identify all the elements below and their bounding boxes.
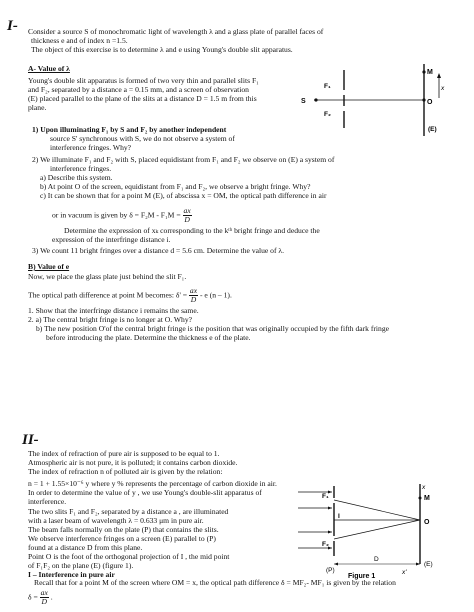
question-1 xyxy=(32,125,302,152)
part-two-line: n = 1 + 1.55×10⁻⁶ y where y % represents the percentage of carbon dioxide in air. xyxy=(28,479,277,489)
arrow-head-icon xyxy=(437,73,441,78)
part-two-label: II- xyxy=(22,432,39,448)
question-1-line: source S' synchronous with S, we do not observe a system of xyxy=(50,134,235,144)
part-two-line: Point O is the foot of the orthogonal projection of I , the mid point xyxy=(28,552,230,562)
question-2c-line: expression of the interfringe distance i. xyxy=(52,235,171,245)
label-d: D xyxy=(374,556,379,563)
label-m: M xyxy=(424,495,430,502)
part-two-line: In order to determine the value of y , we use Young's double-slit apparatus of xyxy=(28,488,262,498)
section-a-text xyxy=(28,76,308,112)
label-x-prime: x' xyxy=(402,569,407,576)
question-1-line: interference fringes. Why? xyxy=(50,143,132,153)
question-2-line: interference fringes. xyxy=(50,164,112,174)
part-one-label: I- xyxy=(7,18,18,34)
question-2c: c) It can be shown that for a point M (E), of abscissa x = OM, the optical path difference in air xyxy=(40,191,327,201)
part-two-line: The index of refraction of pure air is supposed to be equal to 1. xyxy=(28,449,220,458)
formula-suffix: . xyxy=(50,592,53,602)
label-m: M xyxy=(427,69,433,76)
label-x: x xyxy=(441,85,445,92)
part-two-line: The two slits F₁ and F₂, separated by a distance a , are illuminated xyxy=(28,506,229,516)
ray-f1 xyxy=(334,500,420,520)
label-f1: F₁ xyxy=(322,493,329,500)
figure-caption: Figure 1 xyxy=(348,573,376,580)
label-p: (P) xyxy=(326,567,335,574)
question-b2b-line: before introducing the plate. Determine the thickness e of the plate. xyxy=(46,333,251,343)
question-1-line: 1) Upon illuminating F₁ by S and F₂ by another independent xyxy=(32,125,227,134)
formula-prefix: The optical path difference at point M becomes: δ' = xyxy=(28,290,188,300)
part-two-line: interference. xyxy=(28,497,67,507)
label-o: O xyxy=(427,99,433,106)
part-two-line: of F₁F₂ on the plane (E) (figure 1). xyxy=(28,561,134,571)
point-m-dot xyxy=(419,497,422,500)
arrow-head-icon xyxy=(334,563,338,566)
label-x: x xyxy=(422,484,426,491)
young-apparatus-figure xyxy=(296,60,456,140)
section-a-line: plane. xyxy=(28,103,47,113)
formula-prefix: or in vacuum is given by δ = F₂M - F₁M = xyxy=(52,210,181,220)
label-i: I xyxy=(338,513,340,520)
question-b2: 2. a) The central bright fringe is no longer at O. Why? xyxy=(28,315,192,325)
question-2-line: 2) We illuminate F₁ and F₂ with S, placed equidistant from F₁ and F₂ we observe on (E) a system of xyxy=(32,155,335,164)
part-two-line: The beam falls normally on the plate (P) that contains the slits. xyxy=(28,524,219,534)
denominator: D xyxy=(184,215,190,224)
part-two-line: The index of refraction n of polluted air is given by the relation: xyxy=(28,467,223,477)
question-2 xyxy=(32,155,462,200)
section-b-title: B) Value of e xyxy=(28,262,70,271)
part-two-line: with a laser beam of wavelength λ = 0.633 μm in pure air. xyxy=(28,515,204,525)
figure-one-diagram xyxy=(290,480,460,580)
section-b-formula xyxy=(28,287,232,304)
question-b1: 1. Show that the interfringe distance i remains the same. xyxy=(28,306,199,315)
ray-f2 xyxy=(334,520,420,539)
section-a-line: and F₂, separated by a distance a = 0.15 mm, and a screen of observation xyxy=(28,85,249,95)
intro-line: thickness e and of index n =1.5. xyxy=(31,36,128,46)
part-two-line: found at a distance D from this plane. xyxy=(28,542,143,552)
section-a-title: A- Value of λ xyxy=(28,64,70,73)
part-two-subheading: I – Interference in pure air xyxy=(28,570,115,580)
numerator: ax xyxy=(183,206,191,215)
fraction xyxy=(189,287,198,304)
label-f2: F₂ xyxy=(324,111,331,118)
question-2c-formula xyxy=(52,207,192,224)
recall-text: Recall that for a point M of the screen where OM = x, the optical path difference δ = MF₂- MF₁ is given by the relation xyxy=(34,578,396,587)
point-o-dot xyxy=(422,98,425,101)
question-b2b-line: b) The new position O'of the central bright fringe is the position that was originally occupied by the fifth dark fringe xyxy=(36,324,389,334)
label-f2: F₂ xyxy=(322,541,329,548)
incident-beam xyxy=(298,492,332,548)
label-s: S xyxy=(301,98,306,105)
part-two-line: Atmospheric air is not pure, it is polluted; it contains carbon dioxide. xyxy=(28,458,238,468)
formula-suffix: - e (n – 1). xyxy=(200,290,232,300)
numerator: ax xyxy=(40,588,48,597)
numerator: ax xyxy=(189,286,198,295)
formula-prefix: δ = xyxy=(28,592,38,602)
section-a-line: Young's double slit apparatus is formed of two very thin and parallel slits F₁ xyxy=(28,76,259,85)
question-2c-more xyxy=(52,226,452,244)
denominator: D xyxy=(190,295,197,304)
source-s-dot xyxy=(314,98,317,101)
part-two-line: We observe interference fringes on a screen (E) parallel to (P) xyxy=(28,533,216,543)
intro-line: The object of this exercise is to determine λ and e using Young's double slit apparatus. xyxy=(31,45,293,55)
question-2c-line: Determine the expression of xₖ corresponding to the kᵗʰ bright fringe and deduce the xyxy=(64,226,320,235)
question-2a: a) Describe this system. xyxy=(40,173,113,183)
label-e: (E) xyxy=(424,561,433,568)
part-one-intro xyxy=(28,27,458,54)
section-b-text: Now, we place the glass plate just behind the slit F₁. xyxy=(28,272,187,281)
label-o: O xyxy=(424,519,430,526)
intro-line: Consider a source S of monochromatic light of wavelength λ and a glass plate of parallel faces of xyxy=(28,27,324,36)
section-a-line: (E) placed parallel to the plane of the slits at a distance D = 1.5 m from this xyxy=(28,94,257,104)
recall-formula xyxy=(28,589,53,606)
fraction xyxy=(183,207,192,224)
section-b-questions xyxy=(28,306,468,342)
label-f1: F₁ xyxy=(324,83,331,90)
denominator: D xyxy=(41,597,47,606)
question-2b: b) At point O of the screen, equidistant from F₁ and F₂, we observe a bright fringe. Why? xyxy=(40,182,311,192)
point-m-dot xyxy=(422,70,425,73)
fraction xyxy=(40,589,49,606)
label-e: (E) xyxy=(428,126,437,133)
question-3: 3) We count 11 bright fringes over a distance d = 5.6 cm. Determine the value of λ. xyxy=(32,246,284,255)
